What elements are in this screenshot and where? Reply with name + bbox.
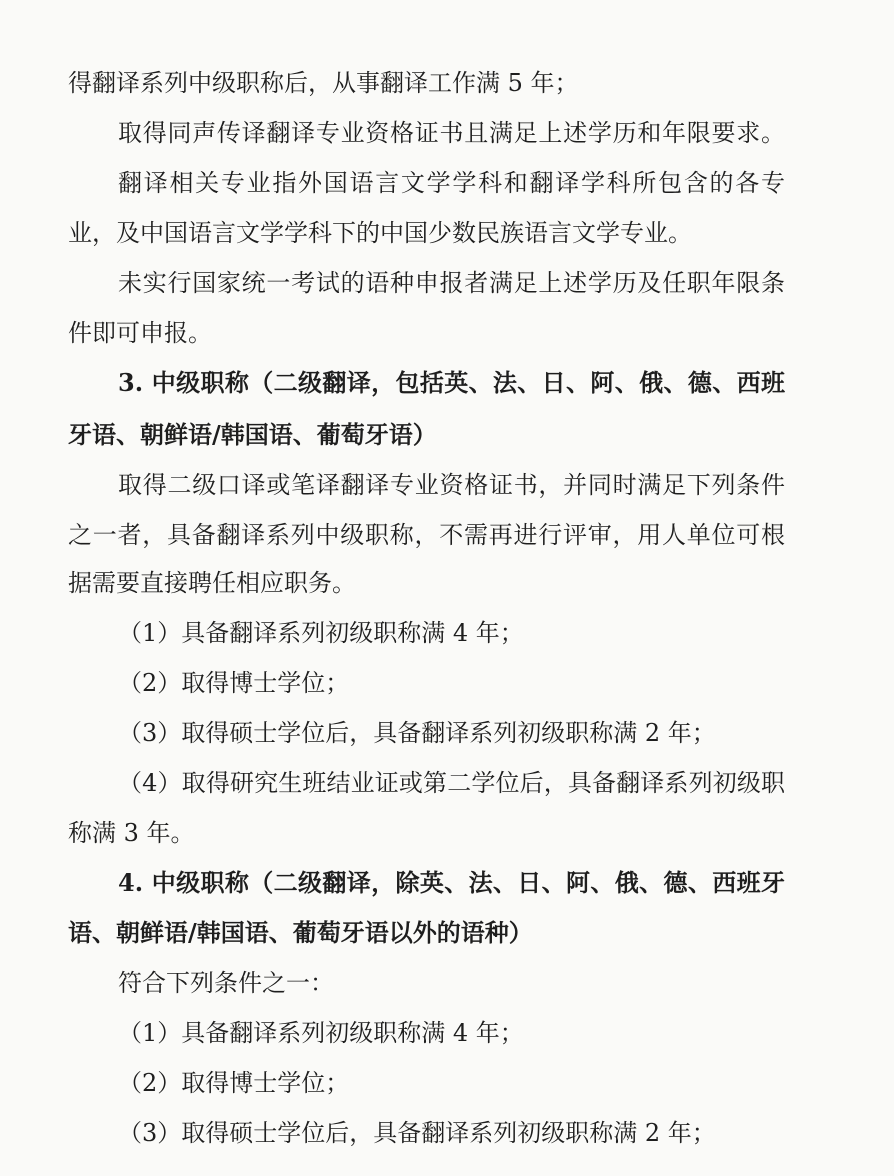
paragraph-line: 取得二级口译或笔译翻译专业资格证书，并同时满足下列条件: [118, 471, 785, 499]
paragraph-line: （1）具备翻译系列初级职称满 4 年；: [118, 619, 524, 647]
paragraph-line: 件即可申报。: [68, 319, 212, 347]
paragraph-line: 取得同声传译翻译专业资格证书且满足上述学历和年限要求。: [118, 119, 785, 147]
paragraph-line: （4）取得研究生班结业证或第二学位后，具备翻译系列初级职: [118, 769, 785, 797]
paragraph-line: （1）具备翻译系列初级职称满 4 年；: [118, 1019, 524, 1047]
paragraph-line: 业，及中国语言文学学科下的中国少数民族语言文学专业。: [68, 219, 692, 247]
paragraph-line: （3）取得硕士学位后，具备翻译系列初级职称满 2 年；: [118, 719, 716, 747]
section-heading: 语、朝鲜语/韩国语、葡萄牙语以外的语种）: [68, 918, 533, 947]
paragraph-line: 称满 3 年。: [68, 819, 195, 847]
paragraph-line: （2）取得博士学位；: [118, 669, 350, 697]
paragraph-line: （2）取得博士学位；: [118, 1069, 350, 1097]
paragraph-line: 未实行国家统一考试的语种申报者满足上述学历及任职年限条: [118, 269, 785, 297]
paragraph-line: （3）取得硕士学位后，具备翻译系列初级职称满 2 年；: [118, 1119, 716, 1147]
paragraph-line: 符合下列条件之一：: [118, 969, 334, 997]
paragraph-line: 据需要直接聘任相应职务。: [68, 569, 356, 597]
section-heading: 4. 中级职称（二级翻译，除英、法、日、阿、俄、德、西班牙: [118, 868, 785, 897]
section-heading: 牙语、朝鲜语/韩国语、葡萄牙语）: [68, 420, 437, 449]
section-heading: 3. 中级职称（二级翻译，包括英、法、日、阿、俄、德、西班: [118, 368, 785, 397]
paragraph-line: 得翻译系列中级职称后，从事翻译工作满 5 年；: [68, 69, 579, 97]
paragraph-line: 之一者，具备翻译系列中级职称，不需再进行评审，用人单位可根: [68, 521, 785, 549]
paragraph-line: 翻译相关专业指外国语言文学学科和翻译学科所包含的各专: [118, 169, 785, 197]
